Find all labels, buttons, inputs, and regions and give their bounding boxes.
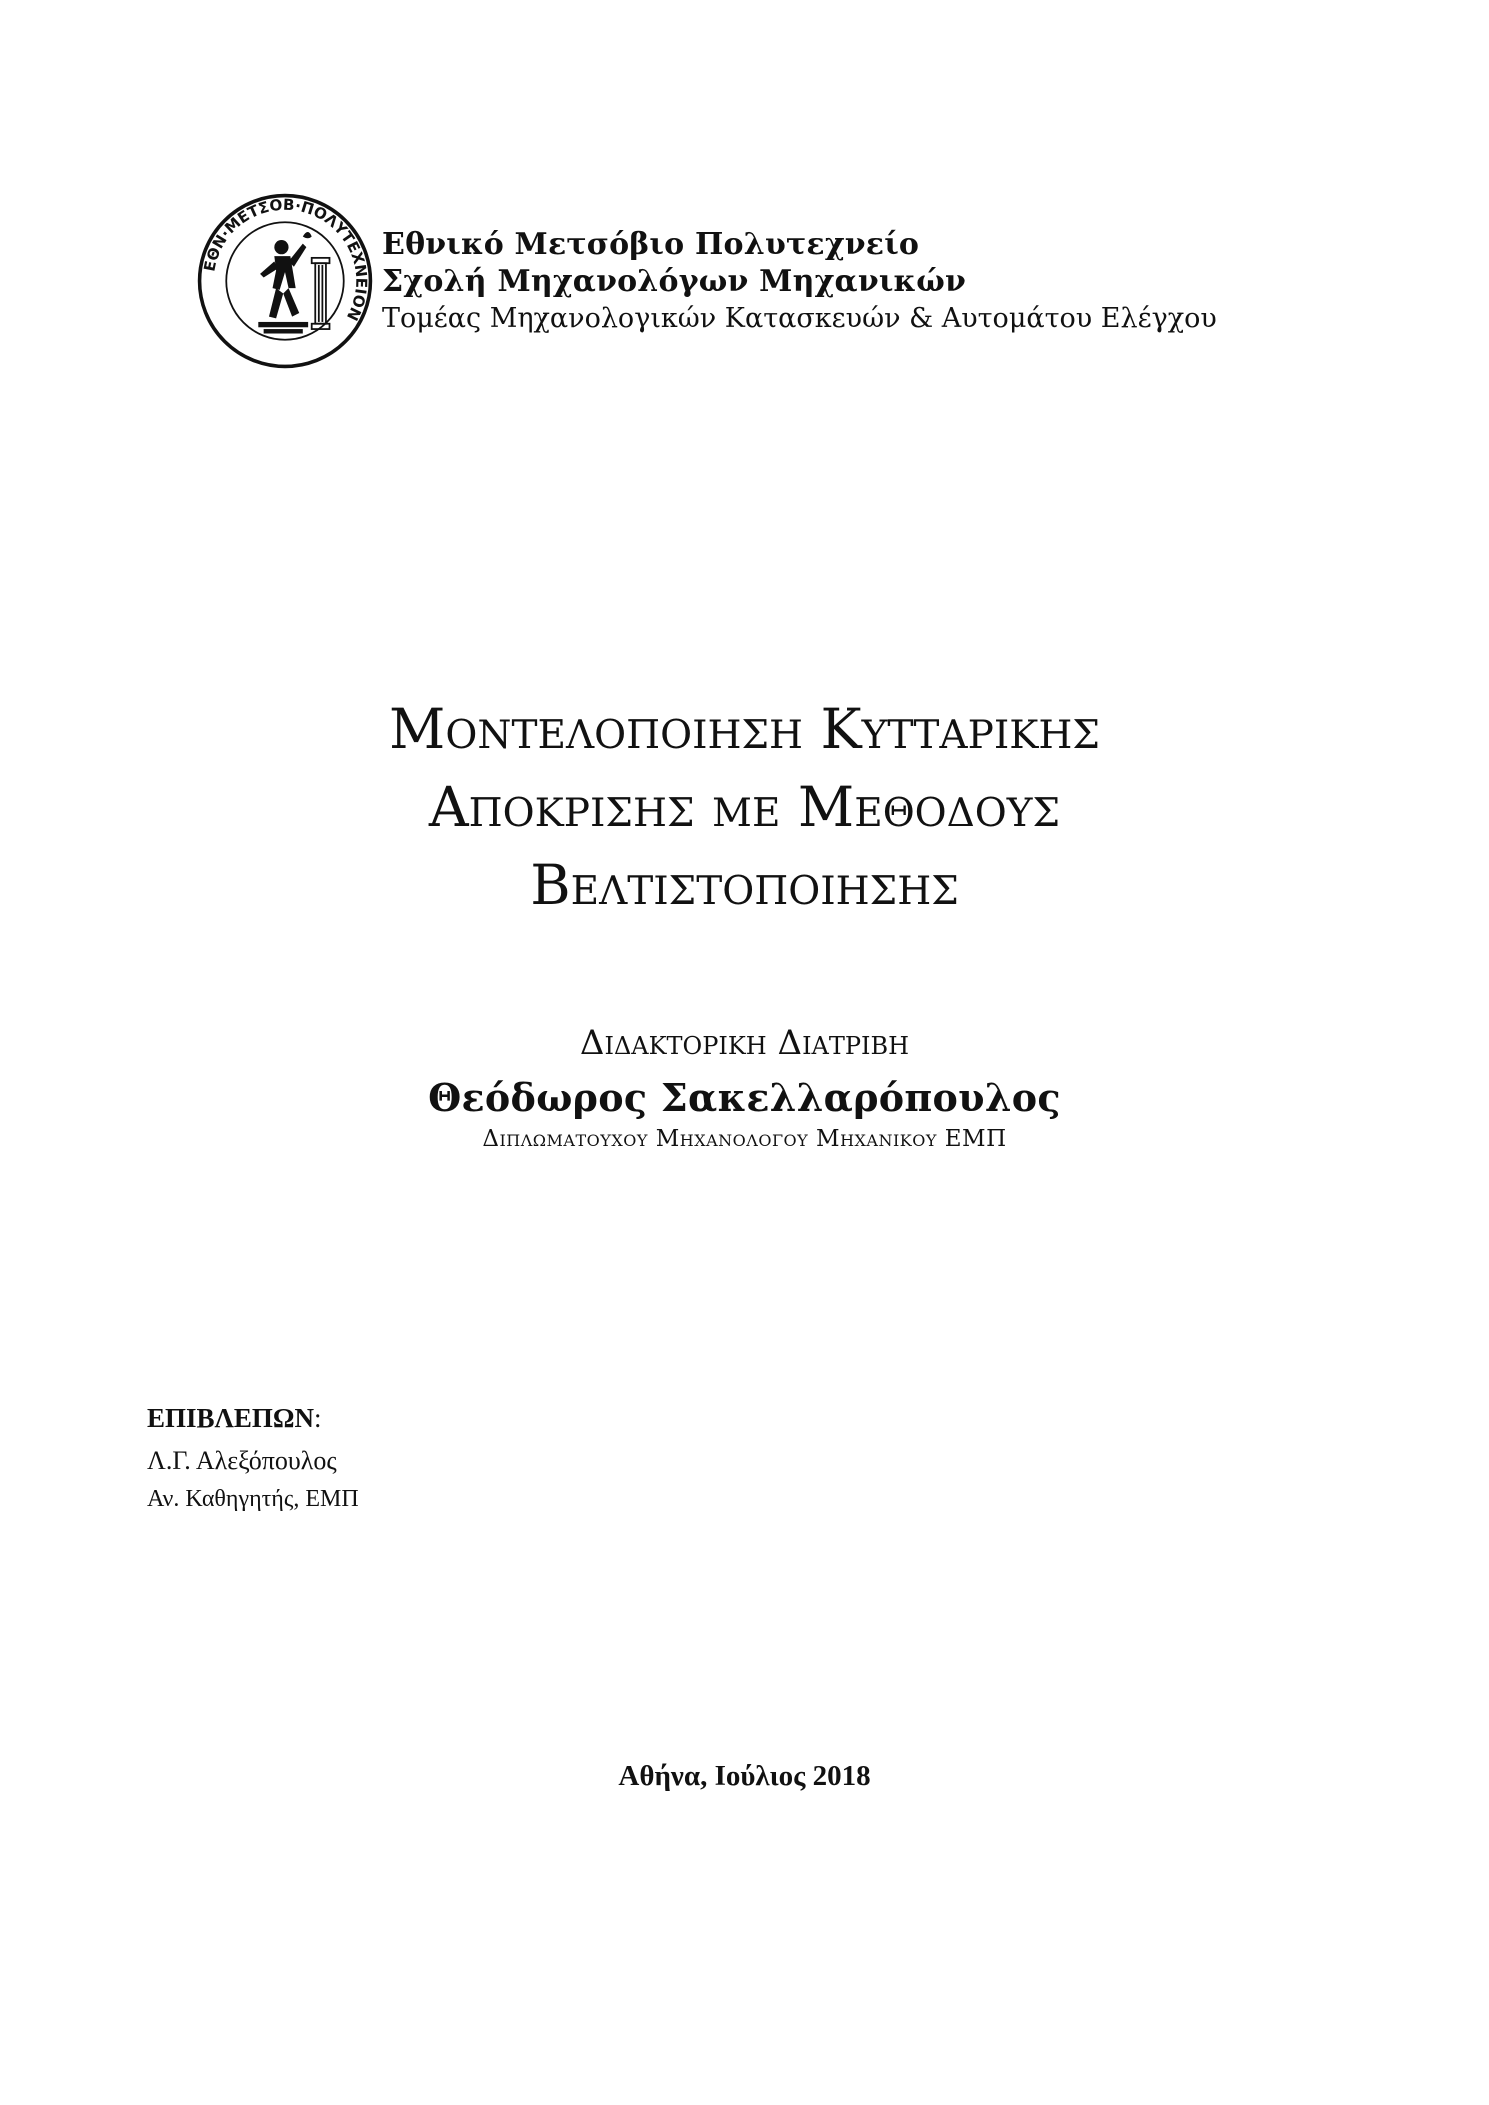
institution-name: Εθνικό Μετσόβιο Πολυτεχνείο — [382, 227, 920, 262]
institution-header — [196, 192, 1217, 370]
place-date: Αθήνα, Ιούλιος 2018 — [618, 1760, 871, 1792]
thesis-type: Διδακτορικη Διατριβη — [579, 1023, 910, 1063]
supervisor-name: Λ.Γ. Αλεξόπουλος — [147, 1446, 337, 1475]
school-name: Σχολή Μηχανολόγων Μηχανικών — [382, 264, 967, 299]
university-seal-logo — [196, 192, 374, 370]
author-name: Θεόδωρος Σακελλαρόπουλος — [428, 1075, 1061, 1120]
title-line-2: Αποκρισης με Μεθοδους — [428, 775, 1061, 839]
sector-name: Τομέας Μηχανολογικών Κατασκευών & Αυτομάτου Ελέγχου — [382, 303, 1217, 334]
svg-text:ΕΘΝ·ΜΕΤΣΟΒ·ΠΟΛΥΤΕΧΝΕΙΟΝ: ΕΘΝ·ΜΕΤΣΟΒ·ΠΟΛΥΤΕΧΝΕΙΟΝ — [200, 195, 371, 324]
supervisor-heading-label: ΕΠΙΒΛΕΠΩΝ — [147, 1403, 315, 1433]
supervisor-block — [147, 1403, 359, 1513]
title-line-1: Μοντελοποιηση Κυτταρικης — [389, 697, 1100, 761]
author-degree: Διπλωματουχου Μηχανολογου Μηχανικου ΕΜΠ — [482, 1126, 1007, 1152]
thesis-title — [0, 690, 1489, 924]
supervisor-heading-colon: : — [314, 1403, 322, 1433]
supervisor-title: Αν. Καθηγητής, ΕΜΠ — [147, 1486, 359, 1512]
title-line-3: Βελτιστοποιησης — [530, 853, 959, 917]
supervisor-heading — [147, 1403, 359, 1434]
